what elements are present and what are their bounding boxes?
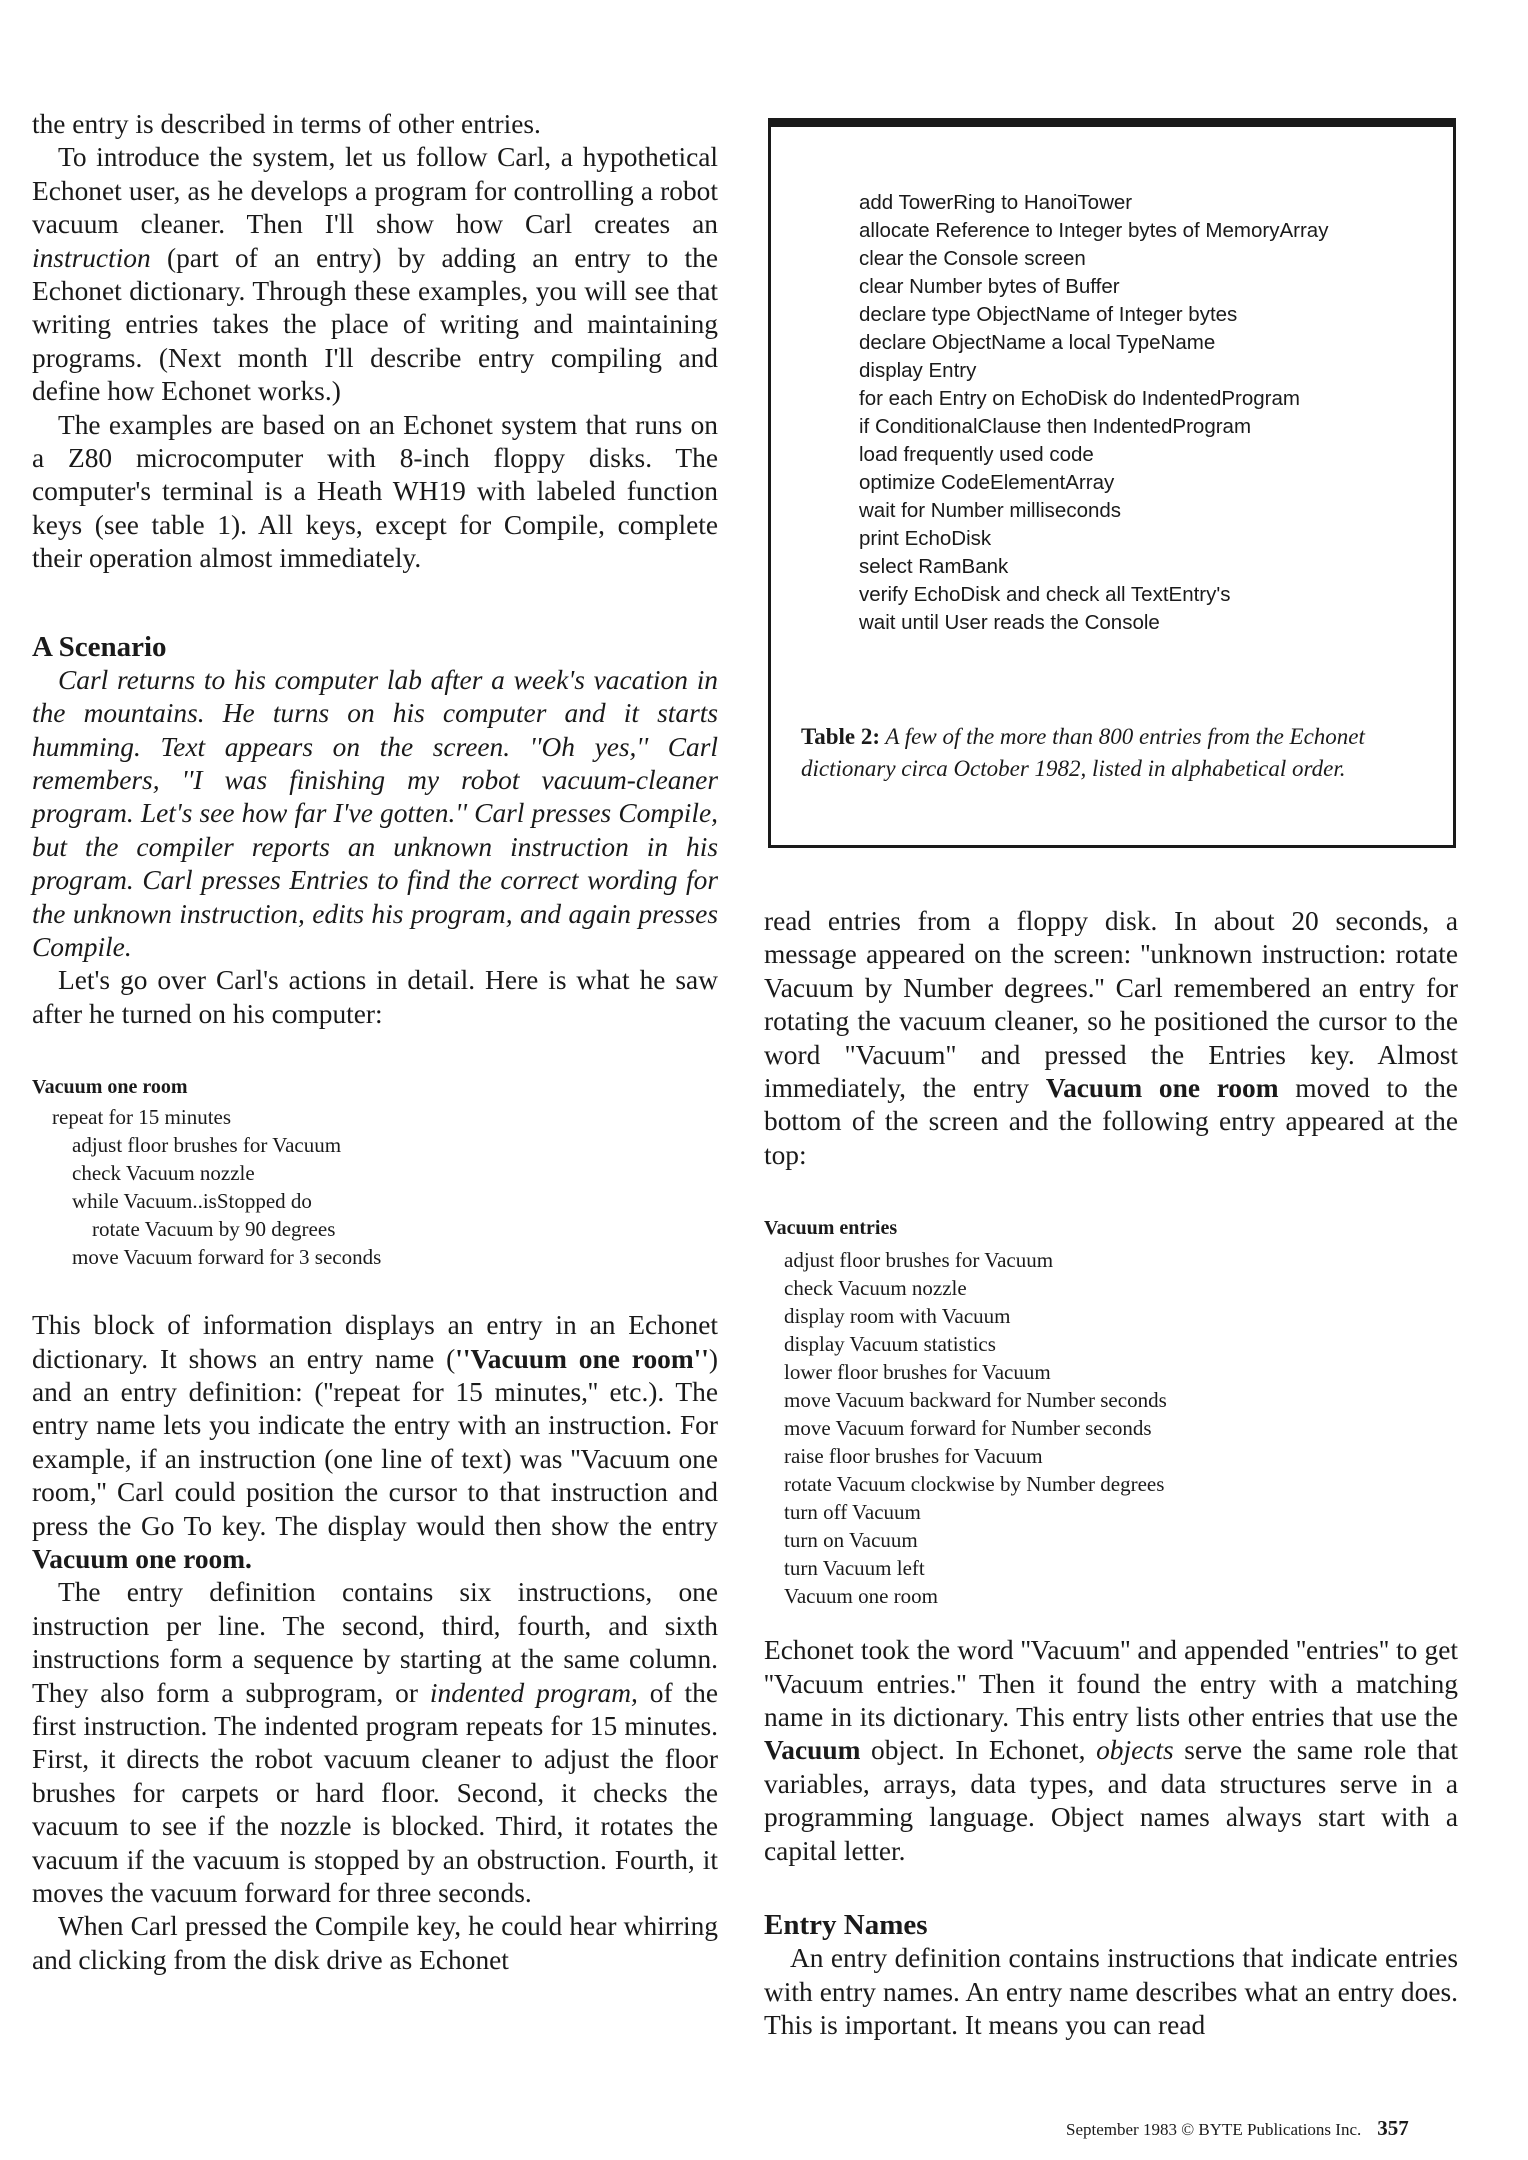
paragraph: An entry definition contains instructions that indicate entries with entry names. An entry name describes what an entry does. This is important. It means you can read xyxy=(764,1943,1458,2040)
listing-title: Vacuum entries xyxy=(764,1217,898,1240)
table-entry: for each Entry on EchoDisk do IndentedProgram xyxy=(859,387,1300,410)
table-entry: if ConditionalClause then IndentedProgram xyxy=(859,415,1252,438)
left-text-bottom xyxy=(32,1309,718,1977)
listing-line: raise floor brushes for Vacuum xyxy=(784,1444,1043,1469)
listing-line: move Vacuum forward for Number seconds xyxy=(784,1416,1152,1441)
paragraph: When Carl pressed the Compile key, he could hear whirring and clicking from the disk drive as Echonet xyxy=(32,1911,718,1975)
listing-line: check Vacuum nozzle xyxy=(72,1161,255,1186)
table-entry: verify EchoDisk and check all TextEntry's xyxy=(859,583,1231,606)
paragraph: Let's go over Carl's actions in detail. Here is what he saw after he turned on his computer: xyxy=(32,965,718,1029)
bold-text: Vacuum xyxy=(764,1735,861,1766)
listing-lines xyxy=(32,1103,718,1271)
bold-text: Vacuum one room xyxy=(1045,1073,1279,1104)
right-text-top xyxy=(764,905,1458,1172)
text-run: ) and an entry definition: (''repeat for 15 minutes,'' etc.). The entry name lets you indicate the entry with an instruction. For example, if an instruction (one line of text) was ''Vacuum one room,'' Carl could position the cursor to that instruction and press the Go To key. The display would then show the entry xyxy=(32,1343,718,1541)
right-column xyxy=(764,905,1458,2042)
text-run: Echonet took the word ''Vacuum'' and appended ''entries'' to get ''Vacuum entries.'' Then it found the entry with a matching name in its dictionary. This entry lists other entries that use the xyxy=(764,1635,1458,1733)
scenario-italic-paragraph: Carl returns to his computer lab after a week's vacation in the mountains. He turns on his computer and it starts humming. Text appears on the screen. ''Oh yes,'' Carl remembers, ''I was finishing my robot vacuum-cleaner program. Let's see how far I've gotten.'' Carl presses Compile, but the compiler reports an unknown instruction in his program. Carl presses Entries to find the correct wording for the unknown instruction, edits his program, and again presses Compile. xyxy=(32,664,718,962)
listing-line: turn Vacuum left xyxy=(784,1556,925,1581)
table-entry: select RamBank xyxy=(859,555,1009,578)
table-entry: declare type ObjectName of Integer bytes xyxy=(859,303,1238,326)
paragraph xyxy=(764,1634,1458,1868)
caption-text: A few of the more than 800 entries from the Echonet dictionary circa October 1982, listed in alphabetical order. xyxy=(801,724,1365,781)
text-run: The entry definition contains six instructions, one instruction per line. The second, third, fourth, and sixth instructions form a sequence by starting at the same column. They also form a subprogram, or xyxy=(32,1577,718,1708)
listing-line: rotate Vacuum by 90 degrees xyxy=(92,1217,336,1242)
table-entry: clear Number bytes of Buffer xyxy=(859,275,1120,298)
left-text-scenario xyxy=(32,664,718,1031)
listing-line: move Vacuum forward for 3 seconds xyxy=(72,1245,382,1270)
table-entry: allocate Reference to Integer bytes of MemoryArray xyxy=(859,219,1329,242)
section-heading-scenario: A Scenario xyxy=(32,630,167,663)
listing-line: turn off Vacuum xyxy=(784,1500,921,1525)
listing-line: display room with Vacuum xyxy=(784,1304,1011,1329)
table-entry: declare ObjectName a local TypeName xyxy=(859,331,1216,354)
paragraph xyxy=(32,1309,718,1576)
right-text-middle xyxy=(764,1634,1458,1868)
listing-line: move Vacuum backward for Number seconds xyxy=(784,1388,1167,1413)
table-entry: clear the Console screen xyxy=(859,247,1086,270)
emphasis: indented program, xyxy=(429,1677,638,1708)
text-run: read entries from a floppy disk. In about 20 seconds, a message appeared on the screen: ''unknown instruction: rotate Vacuum by Number degrees.'' Carl remembered an entry for rotating the vacuum cleaner, so he positioned the cursor to the word "Vacuum" and pressed the Entries key. Almost immediately, the entry xyxy=(764,906,1458,1104)
right-text-bottom xyxy=(764,1942,1458,2042)
page-footer xyxy=(1066,2117,1456,2141)
section-heading-entry-names: Entry Names xyxy=(764,1909,928,1942)
bold-text: ''Vacuum one room'' xyxy=(455,1343,709,1374)
paragraph xyxy=(32,141,718,408)
caption-label: Table 2: xyxy=(801,724,881,749)
listing-line: turn on Vacuum xyxy=(784,1528,918,1553)
bold-text: Vacuum one room. xyxy=(32,1544,252,1574)
listing-line: rotate Vacuum clockwise by Number degrees xyxy=(784,1472,1165,1497)
listing-lines xyxy=(764,1246,1458,1610)
text-run: serve the same role that variables, arrays, data types, and data structures serve in a programming language. Object names always start with a capital letter. xyxy=(764,1735,1458,1866)
code-listing-vacuum-one-room xyxy=(32,1075,718,1271)
listing-line: Vacuum one room xyxy=(784,1584,938,1609)
paragraph xyxy=(32,1576,718,1910)
listing-line: lower floor brushes for Vacuum xyxy=(784,1360,1051,1385)
paragraph: the entry is described in terms of other entries. xyxy=(32,109,541,139)
table-entry: wait for Number milliseconds xyxy=(859,499,1122,522)
page-number: 357 xyxy=(1377,2116,1409,2140)
table-entry: optimize CodeElementArray xyxy=(859,471,1115,494)
left-text-top xyxy=(32,108,718,576)
listing-line: repeat for 15 minutes xyxy=(52,1105,232,1130)
table-entry: add TowerRing to HanoiTower xyxy=(859,191,1133,214)
listing-line: check Vacuum nozzle xyxy=(784,1276,967,1301)
listing-line: while Vacuum..isStopped do xyxy=(72,1189,312,1214)
paragraph xyxy=(764,905,1458,1172)
text-run: (part of an entry) by adding an entry to the Echonet dictionary. Through these examples, you will see that writing entries takes the place of writing and maintaining programs. (Next month I'll describe entry compiling and define how Echonet works.) xyxy=(32,242,718,407)
text-run: This block of information displays an entry in an Echonet dictionary. It shows an entry name ( xyxy=(32,1310,718,1374)
code-listing-vacuum-entries xyxy=(764,1216,1458,1610)
table-2-entries xyxy=(859,189,1328,637)
table-2-caption xyxy=(801,721,1431,785)
footer-credit: September 1983 © BYTE Publications Inc. xyxy=(1066,2120,1362,2139)
table-entry: load frequently used code xyxy=(859,443,1094,466)
emphasis: objects xyxy=(1096,1735,1174,1766)
listing-title: Vacuum one room xyxy=(32,1076,188,1099)
paragraph: The examples are based on an Echonet system that runs on a Z80 microcomputer with 8-inch floppy disks. The computer's terminal is a Heath WH19 with labeled function keys (see table 1). All keys, except for Compile, complete their operation almost immediately. xyxy=(32,409,718,574)
emphasis: instruction xyxy=(32,242,151,273)
text-run: To introduce the system, let us follow Carl, a hypothetical Echonet user, as he develops a program for controlling a robot vacuum cleaner. Then I'll show how Carl creates an xyxy=(32,142,718,240)
text-run: moved to the bottom of the screen and the following entry appeared at the top: xyxy=(764,1073,1458,1170)
table-entry: print EchoDisk xyxy=(859,527,992,550)
listing-line: adjust floor brushes for Vacuum xyxy=(784,1248,1054,1273)
listing-line: adjust floor brushes for Vacuum xyxy=(72,1133,342,1158)
table-entry: display Entry xyxy=(859,359,977,382)
table-2-box xyxy=(768,118,1456,848)
left-column xyxy=(32,108,718,1977)
listing-line: display Vacuum statistics xyxy=(784,1332,996,1357)
text-run: object. In Echonet, xyxy=(860,1735,1097,1766)
text-run: of the first instruction. The indented program repeats for 15 minutes. First, it directs the robot vacuum cleaner to adjust the floor brushes for carpets or hard floor. Second, it checks the vacuum to see if the nozzle is blocked. Third, it rotates the vacuum if the vacuum is stopped by an obstruction. Fourth, it moves the vacuum forward for three seconds. xyxy=(32,1677,718,1909)
table-entry: wait until User reads the Console xyxy=(859,611,1160,634)
